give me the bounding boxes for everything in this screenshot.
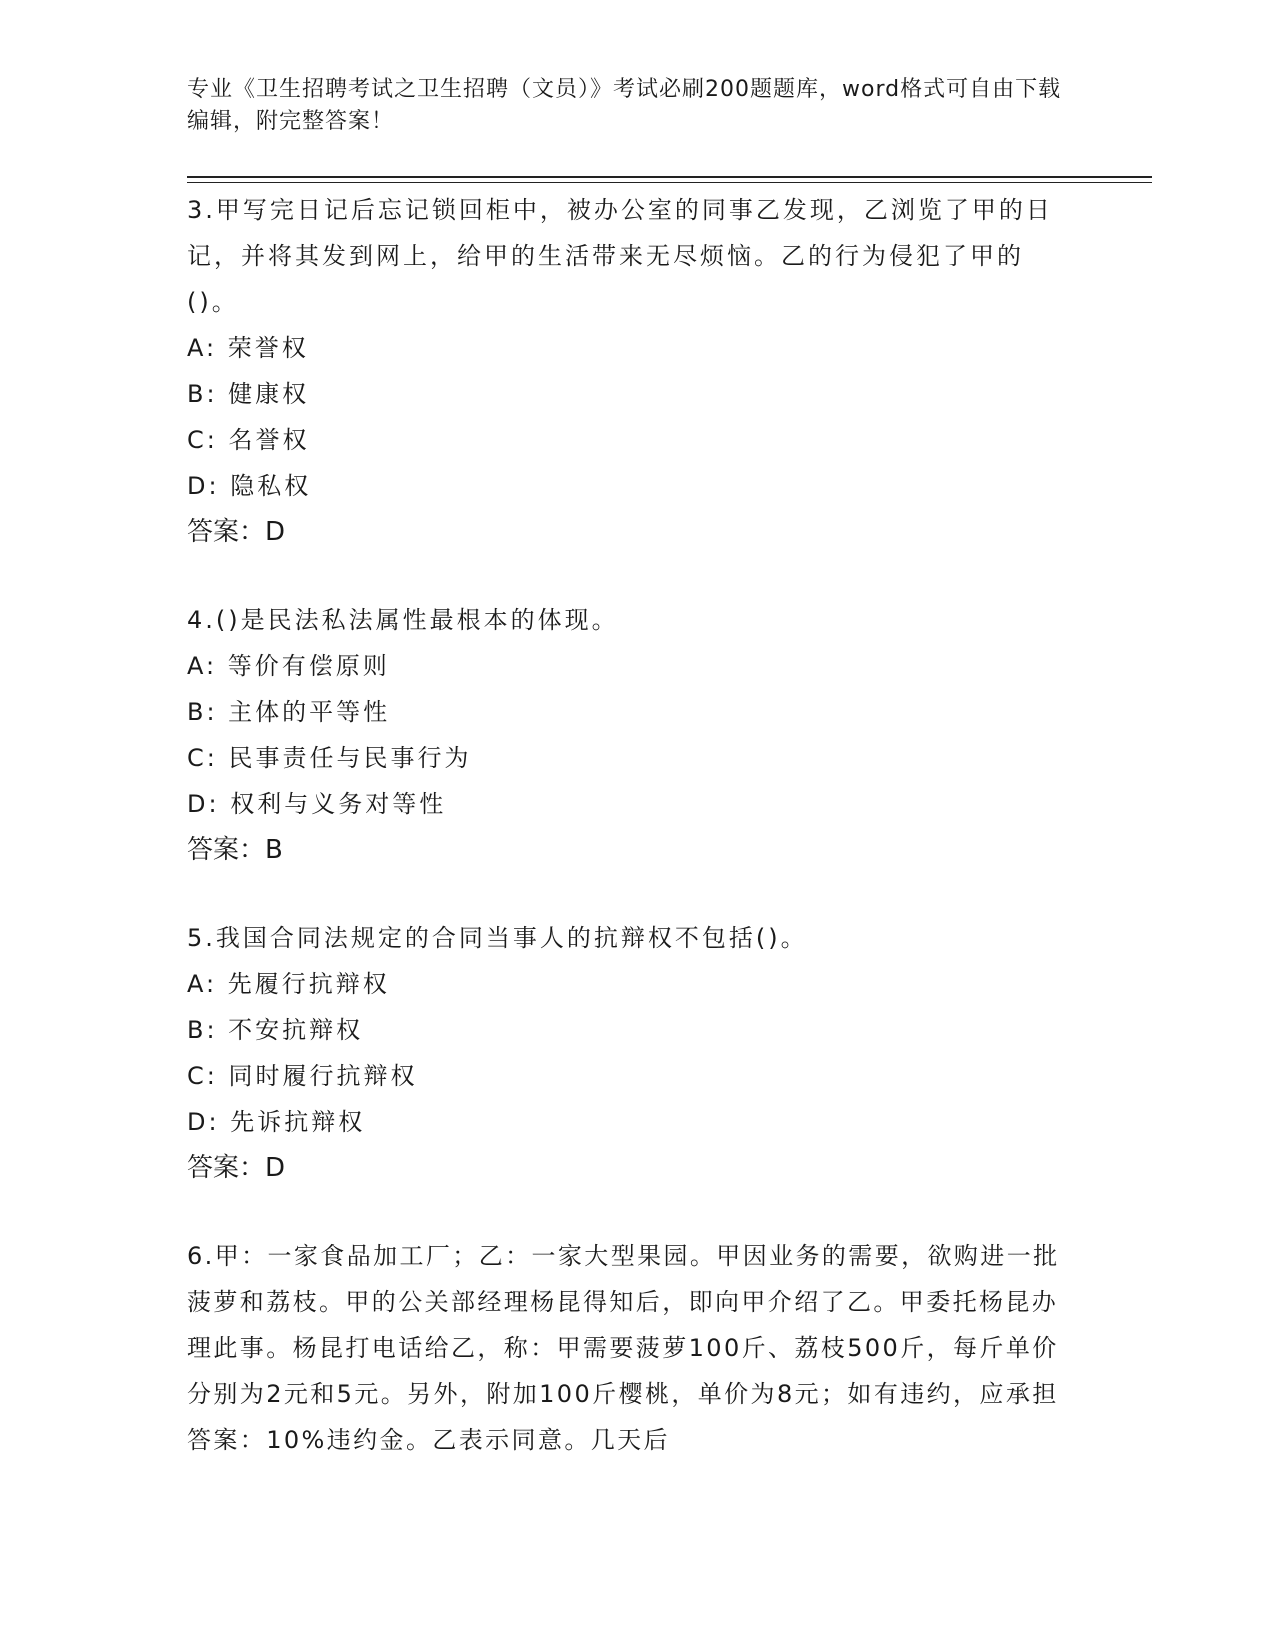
question-stem: 3.甲写完日记后忘记锁回柜中，被办公室的同事乙发现，乙浏览了甲的日记，并将其发到网上，给甲的生活带来无尽烦恼。乙的行为侵犯了甲的()。	[187, 196, 1053, 316]
option-c: C: 民事责任与民事行为	[187, 744, 472, 772]
header-divider-thin	[187, 182, 1152, 183]
option-d: D: 隐私权	[187, 472, 312, 500]
option-b: B: 主体的平等性	[187, 698, 391, 726]
option-a: A: 先履行抗辩权	[187, 970, 390, 998]
option-c: C: 同时履行抗辩权	[187, 1062, 418, 1090]
answer-line: 答案：B	[187, 835, 283, 865]
option-d: D: 先诉抗辩权	[187, 1108, 366, 1136]
option-a: A: 荣誉权	[187, 334, 309, 362]
option-b: B: 健康权	[187, 380, 310, 408]
question-5	[187, 915, 1067, 1191]
question-stem: 5.我国合同法规定的合同当事人的抗辩权不包括()。	[187, 924, 808, 952]
option-d: D: 权利与义务对等性	[187, 790, 447, 818]
answer-line: 答案：D	[187, 1153, 286, 1183]
question-stem: 4.()是民法私法属性最根本的体现。	[187, 606, 619, 634]
option-c: C: 名誉权	[187, 426, 310, 454]
question-3	[187, 187, 1067, 555]
answer-line: 答案：D	[187, 517, 286, 547]
question-stem: 6.甲：一家食品加工厂；乙：一家大型果园。甲因业务的需要，欲购进一批菠萝和荔枝。甲的公关部经理杨昆得知后，即向甲介绍了乙。甲委托杨昆办理此事。杨昆打电话给乙，称：甲需要菠萝100斤、荔枝500斤，每斤单价分别为2元和5元。另外，附加100斤樱桃，单价为8元；如有违约，应承担答案：10%违约金。乙表示同意。几天后	[187, 1242, 1060, 1454]
document-header: 专业《卫生招聘考试之卫生招聘（文员）》考试必刷200题题库，word格式可自由下载编辑，附完整答案！	[187, 77, 1062, 134]
header-divider-thick	[187, 176, 1152, 178]
option-a: A: 等价有偿原则	[187, 652, 390, 680]
question-6	[187, 1233, 1067, 1463]
option-b: B: 不安抗辩权	[187, 1016, 364, 1044]
question-4	[187, 597, 1067, 873]
